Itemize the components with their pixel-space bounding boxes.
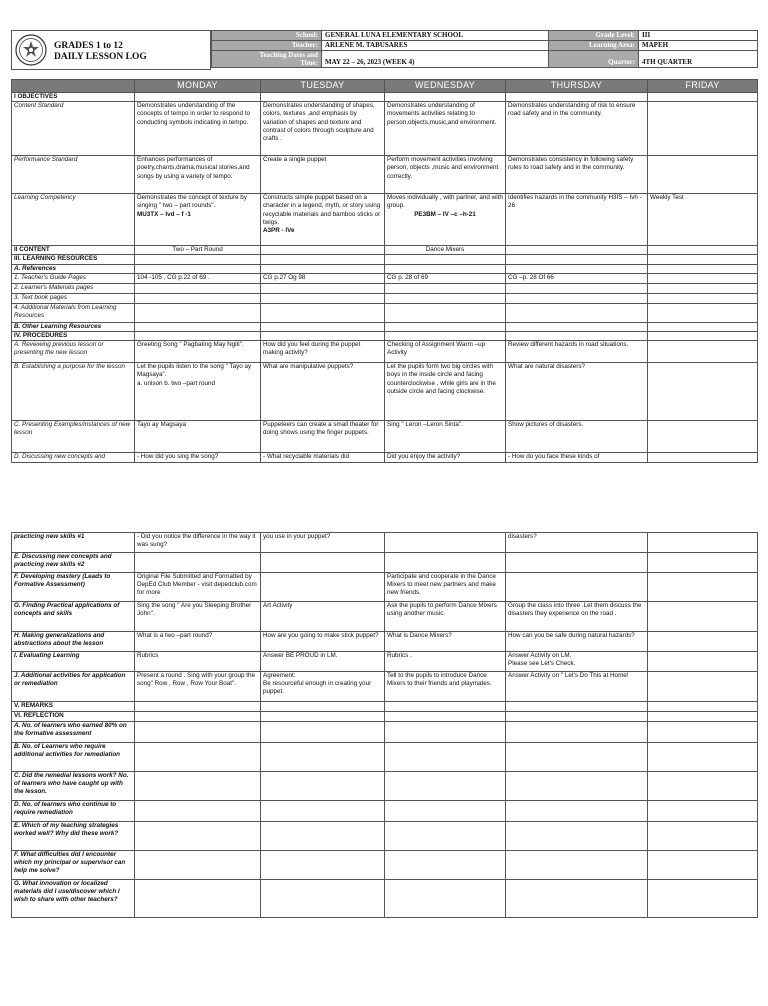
area-label: Learning Area: — [549, 41, 639, 51]
row-label: F. What difficulties did I encounter which my principal or supervisor can help me solve? — [12, 851, 135, 880]
dates-label — [212, 51, 322, 68]
row-label: D. No. of learners who continue to require remediation — [12, 801, 135, 822]
cell — [135, 283, 261, 293]
textbook-label: 3. Text book pages — [12, 293, 135, 303]
friday-cell — [648, 533, 758, 553]
wednesday-cell: Did you enjoy the activity? — [385, 453, 506, 463]
cell — [385, 332, 506, 341]
cell — [135, 264, 261, 273]
day-header-corner — [12, 80, 135, 93]
cell — [506, 712, 648, 722]
competency-text: Moves individually , with partner, and with group. — [387, 194, 503, 210]
row-label: C. Did the remedial lessons work? No. of learners who have caught up with the lesson. — [12, 772, 135, 801]
monday-cell: Enhances performances of poetry,chants,drama,musical stories,and songs by using a variety of tempo. — [135, 156, 261, 194]
friday-cell — [648, 573, 758, 602]
cell — [648, 332, 758, 341]
monday-cell — [135, 363, 261, 421]
friday-cell — [648, 363, 758, 421]
cell — [261, 283, 385, 293]
cell — [261, 553, 385, 573]
cell — [261, 743, 385, 772]
cell-line: a. unison b. two –part round — [137, 379, 216, 387]
friday-cell — [648, 672, 758, 702]
cell — [135, 332, 261, 341]
cell — [261, 293, 385, 303]
cell — [385, 322, 506, 331]
cell — [261, 851, 385, 880]
cell — [648, 264, 758, 273]
cell — [261, 255, 385, 264]
cell-line: Please see Let's Check. — [508, 660, 576, 668]
row-label: Performance Standard — [12, 156, 135, 194]
cell — [385, 293, 506, 303]
day-header-monday: MONDAY — [135, 80, 261, 93]
cell — [506, 283, 648, 293]
day-header-tuesday: TUESDAY — [261, 80, 385, 93]
cell — [135, 293, 261, 303]
cell — [135, 801, 261, 822]
wednesday-cell: Participate and cooperate in the Dance Mixers to meet new partners and make new friends. — [385, 573, 506, 602]
reflection-row — [12, 851, 758, 880]
cell — [648, 322, 758, 331]
cell — [506, 264, 648, 273]
cell — [506, 332, 648, 341]
other-resources-label: B. Other Learning Resources — [12, 322, 135, 331]
wednesday-cell: Perform movement activities involving person, objects ,music and environment correctly. — [385, 156, 506, 194]
competency-text: Demonstrates the concept of texture by singing " two – part rounds". — [137, 194, 247, 210]
tuesday-cell: Create a single puppet — [261, 156, 385, 194]
cell — [648, 851, 758, 880]
performance-standard-row — [12, 156, 758, 194]
cell-line: Agreement: — [263, 672, 296, 679]
reflection-row — [12, 772, 758, 801]
friday-cell — [648, 341, 758, 363]
cell — [506, 822, 648, 851]
row-label: F. Developing mastery (Leads to Formative Assessment) — [12, 573, 135, 602]
learners-materials-label: 2. Learner's Materials pages — [12, 283, 135, 293]
wednesday-cell: Let the pupils form two big circles with boys in the inside circle and facing counterclockwise , while girls are in the outside circle and facing clockwise. — [385, 363, 506, 421]
cell — [261, 264, 385, 273]
cell — [385, 702, 506, 712]
title-line-2: DAILY LESSON LOG — [54, 52, 147, 62]
thursday-cell: Identifies hazards in the community H3IS – Ivh - 26 — [506, 194, 648, 246]
cell-line: Let the pupils listen to the song " Tayo ay Magsaya". — [137, 363, 252, 379]
competency-code: PE3BM – IV –c –h-21 — [414, 210, 476, 218]
lesson-table-page-1 — [11, 79, 757, 463]
row-label: practicing new skills #1 — [12, 533, 135, 553]
cell — [385, 722, 506, 743]
quarter-value: 4TH QUARTER — [639, 51, 758, 68]
cell-line: Be resourceful enough in creating your puppet. — [263, 680, 372, 696]
thursday-cell — [506, 246, 648, 255]
row-label: A. No. of learners who earned 80% on the formative assessment — [12, 722, 135, 743]
tuesday-cell: How are you going to make stick puppet? — [261, 632, 385, 652]
cell — [385, 712, 506, 722]
cell — [261, 303, 385, 322]
cell — [506, 801, 648, 822]
day-header-wednesday: WEDNESDAY — [385, 80, 506, 93]
cell — [135, 772, 261, 801]
cell — [385, 283, 506, 293]
teacher-label: Teacher: — [212, 41, 322, 51]
row-label: B. Establishing a purpose for the lesson — [12, 363, 135, 421]
cell — [261, 702, 385, 712]
cell — [135, 93, 261, 102]
tuesday-cell — [261, 194, 385, 246]
wednesday-cell: What is Dance Mixers? — [385, 632, 506, 652]
friday-cell — [648, 273, 758, 283]
tuesday-cell — [261, 246, 385, 255]
row-label: A. Reviewing previous lesson or presenting the new lesson — [12, 341, 135, 363]
cell — [135, 712, 261, 722]
cell — [506, 722, 648, 743]
wednesday-cell — [385, 194, 506, 246]
cell — [385, 743, 506, 772]
dates-value: MAY 22 – 26, 2023 (WEEK 4) — [322, 51, 549, 68]
cell — [135, 743, 261, 772]
row-label: II CONTENT — [12, 246, 135, 255]
cell-line: Answer Activity on LM. — [508, 652, 572, 659]
grade-label: Grade Level: — [549, 31, 639, 41]
competency-code: MU3TX – Ivd – f -1 — [137, 210, 191, 218]
quarter-label: Quarter: — [549, 51, 639, 68]
tuesday-cell: Answer BE PROUD in LM. — [261, 652, 385, 672]
cell — [135, 822, 261, 851]
cell — [261, 332, 385, 341]
thursday-cell: disasters? — [506, 533, 648, 553]
friday-cell — [648, 102, 758, 156]
cell — [385, 822, 506, 851]
cell — [385, 255, 506, 264]
cell — [506, 851, 648, 880]
cell — [261, 322, 385, 331]
row-label: H. Making generalizations and abstractions about the lesson — [12, 632, 135, 652]
generalizations-row — [12, 632, 758, 652]
friday-cell — [648, 652, 758, 672]
presenting-row — [12, 421, 758, 453]
cell — [385, 851, 506, 880]
tuesday-cell: Art Activity — [261, 602, 385, 632]
cell — [648, 553, 758, 573]
title-block — [11, 30, 211, 70]
tuesday-cell: Puppeteers can create a small theater for doing shows using the finger puppets. — [261, 421, 385, 453]
thursday-cell: - How do you face these kinds of — [506, 453, 648, 463]
thursday-cell: What are natural disasters? — [506, 363, 648, 421]
cell — [135, 255, 261, 264]
thursday-cell: Review different hazards in road situations. — [506, 341, 648, 363]
friday-cell — [648, 453, 758, 463]
cell — [385, 772, 506, 801]
discussing-1-continued-row — [12, 533, 758, 553]
cell — [135, 322, 261, 331]
cell — [506, 293, 648, 303]
cell — [385, 93, 506, 102]
cell — [506, 93, 648, 102]
establishing-row — [12, 363, 758, 421]
reflection-row — [12, 880, 758, 918]
dates-label-2: Time: — [300, 59, 318, 67]
discussing-1-row — [12, 453, 758, 463]
tuesday-cell — [261, 573, 385, 602]
cell — [506, 743, 648, 772]
procedures-heading: IV. PROCEDURES — [12, 332, 135, 341]
lesson-table-page-2 — [11, 532, 757, 918]
cell — [135, 553, 261, 573]
cell — [261, 801, 385, 822]
tuesday-cell: What are manipulative puppets? — [261, 363, 385, 421]
cell — [135, 851, 261, 880]
cell — [648, 702, 758, 712]
reflection-row — [12, 743, 758, 772]
cell — [648, 801, 758, 822]
title-line-1: GRADES 1 to 12 — [54, 41, 123, 51]
deped-seal-icon — [15, 34, 47, 66]
cell — [261, 772, 385, 801]
reflection-row — [12, 801, 758, 822]
day-header-thursday: THURSDAY — [506, 80, 648, 93]
cell — [385, 303, 506, 322]
row-label: Learning Competency — [12, 194, 135, 246]
references-heading: A. References — [12, 264, 135, 273]
tuesday-cell: you use in your puppet? — [261, 533, 385, 553]
cell — [385, 264, 506, 273]
cell — [648, 880, 758, 918]
cell — [506, 880, 648, 918]
lesson-log-header — [11, 30, 757, 70]
cell — [648, 712, 758, 722]
school-label: School: — [212, 31, 322, 41]
monday-cell: - How did you sing the song? — [135, 453, 261, 463]
teachers-guide-row — [12, 273, 758, 283]
info-table — [211, 30, 758, 68]
cell — [648, 743, 758, 772]
evaluating-row — [12, 652, 758, 672]
school-value: GENERAL LUNA ELEMENTARY SCHOOL — [322, 31, 549, 41]
cell — [385, 801, 506, 822]
row-label: C. Presenting Examples/instances of new lesson — [12, 421, 135, 453]
thursday-cell: How can you be safe during natural hazards? — [506, 632, 648, 652]
content-row — [12, 246, 758, 255]
learning-competency-row — [12, 194, 758, 246]
teacher-value: ARLENE M. TABUSARES — [322, 41, 549, 51]
cell — [135, 702, 261, 712]
cell — [506, 702, 648, 712]
cell — [648, 303, 758, 322]
row-label: I. Evaluating Learning — [12, 652, 135, 672]
additional-activities-row — [12, 672, 758, 702]
cell — [135, 722, 261, 743]
monday-cell: Two – Part Round — [135, 246, 261, 255]
wednesday-cell — [385, 533, 506, 553]
tuesday-cell: - What recyclable materials did — [261, 453, 385, 463]
reflection-row — [12, 722, 758, 743]
cell — [385, 553, 506, 573]
friday-cell: Weekly Test — [648, 194, 758, 246]
discussing-2-row — [12, 553, 758, 573]
cell — [506, 772, 648, 801]
monday-cell: Original File Submitted and Formatted by DepEd Club Member - visit depedclub.com for more — [135, 573, 261, 602]
monday-cell: Sing the song " Are you Sleeping Brother John". — [135, 602, 261, 632]
cell — [648, 722, 758, 743]
monday-cell: Tayo ay Magsaya — [135, 421, 261, 453]
additional-materials-label: 4. Additional Materials from Learning Resources — [12, 303, 135, 322]
cell — [261, 722, 385, 743]
row-label: E. Discussing new concepts and practicing new skills #2 — [12, 553, 135, 573]
practical-applications-row — [12, 602, 758, 632]
competency-text: Constructs simple puppet based on a character in a legend, myth, or story using recyclable materials and bamboo sticks or twigs. — [263, 194, 381, 226]
row-label: Content Standard — [12, 102, 135, 156]
reflection-heading: VI. REFLECTION — [12, 712, 135, 722]
row-label: G. What innovation or localized materials did I use/discover which I wish to share with other teachers? — [12, 880, 135, 918]
friday-cell — [648, 602, 758, 632]
tuesday-cell — [261, 672, 385, 702]
thursday-cell: CG –p. 28 Of 66 — [506, 273, 648, 283]
cell — [648, 283, 758, 293]
wednesday-cell: Tell to the pupils to introduce Dance Mixers to their friends and playmates. — [385, 672, 506, 702]
area-value: MAPEH — [639, 41, 758, 51]
reviewing-row — [12, 341, 758, 363]
row-label: J. Additional activities for application or remediation — [12, 672, 135, 702]
tuesday-cell: Demonstrates understanding of shapes, colors, textures ,and emphasis by variation of shapes and texture and contrast of colors through sculpture and crafts . — [261, 102, 385, 156]
document-title — [54, 41, 147, 63]
friday-cell — [648, 632, 758, 652]
reflection-row — [12, 822, 758, 851]
cell — [261, 93, 385, 102]
row-label: E. Which of my teaching strategies worked well? Why did these work? — [12, 822, 135, 851]
thursday-cell: Show pictures of disasters. — [506, 421, 648, 453]
thursday-cell: Demonstrates understanding of risk to ensure road safety and in the community. — [506, 102, 648, 156]
objectives-heading: I OBJECTIVES — [12, 93, 135, 102]
friday-cell — [648, 246, 758, 255]
cell — [506, 322, 648, 331]
learning-resources-heading: III. LEARNING RESOURCES — [12, 255, 135, 264]
dates-label-1: Teaching Dates and — [259, 51, 318, 59]
cell — [135, 880, 261, 918]
row-label: 1. Teacher's Guide Pages — [12, 273, 135, 283]
cell — [648, 255, 758, 264]
content-standard-row — [12, 102, 758, 156]
wednesday-cell: CG p. 28 of 69 — [385, 273, 506, 283]
remarks-heading: V. REMARKS — [12, 702, 135, 712]
thursday-cell: Group the class into three .Let them discuss the disasters they experience on the road . — [506, 602, 648, 632]
cell — [648, 93, 758, 102]
thursday-cell — [506, 573, 648, 602]
cell — [135, 303, 261, 322]
tuesday-cell: How did you feel during the puppet making activity? — [261, 341, 385, 363]
monday-cell: Present a round . Sing with your group the song" Row , Row , Row Your Boat". — [135, 672, 261, 702]
cell — [506, 553, 648, 573]
wednesday-cell: Ask the pupils to perform Dance Mixers using another music. — [385, 602, 506, 632]
cell — [648, 293, 758, 303]
friday-cell — [648, 156, 758, 194]
monday-cell: 104 -105 , CG p.22 of 69 . — [135, 273, 261, 283]
thursday-cell: Demonstrates consistency in following safety rules to road safety and in the community. — [506, 156, 648, 194]
day-header-friday: FRIDAY — [648, 80, 758, 93]
cell — [648, 772, 758, 801]
thursday-cell: Answer Activity on " Let's Do This at Home! — [506, 672, 648, 702]
monday-cell — [135, 194, 261, 246]
row-label: D. Discussing new concepts and — [12, 453, 135, 463]
wednesday-cell: Dance Mixers — [385, 246, 506, 255]
cell — [506, 255, 648, 264]
cell — [385, 880, 506, 918]
cell — [261, 880, 385, 918]
cell — [648, 822, 758, 851]
wednesday-cell: Sing " Leron –Leron Sinta". — [385, 421, 506, 453]
monday-cell: - Did you notice the difference in the way it was sung? — [135, 533, 261, 553]
cell — [261, 712, 385, 722]
tuesday-cell: CG p.27 Og 98 — [261, 273, 385, 283]
friday-cell — [648, 421, 758, 453]
cell — [506, 303, 648, 322]
grade-value: III — [639, 31, 758, 41]
wednesday-cell: Checking of Assignment Warm –up Activity — [385, 341, 506, 363]
thursday-cell — [506, 652, 648, 672]
monday-cell: What is a two –part round? — [135, 632, 261, 652]
competency-code: A3PR - IVe — [263, 227, 295, 235]
monday-cell: Demonstrates understanding of the concepts of tempo in order to respond to conducting symbols indicating in tempo. — [135, 102, 261, 156]
row-label: G. Finding Practical applications of concepts and skills — [12, 602, 135, 632]
monday-cell: Rubrics — [135, 652, 261, 672]
cell — [261, 822, 385, 851]
row-label: B. No. of Learners who require additional activities for remediation — [12, 743, 135, 772]
developing-mastery-row — [12, 573, 758, 602]
monday-cell: Greeting Song " Pagbating May Ngiti". — [135, 341, 261, 363]
wednesday-cell: Demonstrates understanding of movements activities relating to person,objects,music,and environment. — [385, 102, 506, 156]
wednesday-cell: Rubrics . — [385, 652, 506, 672]
